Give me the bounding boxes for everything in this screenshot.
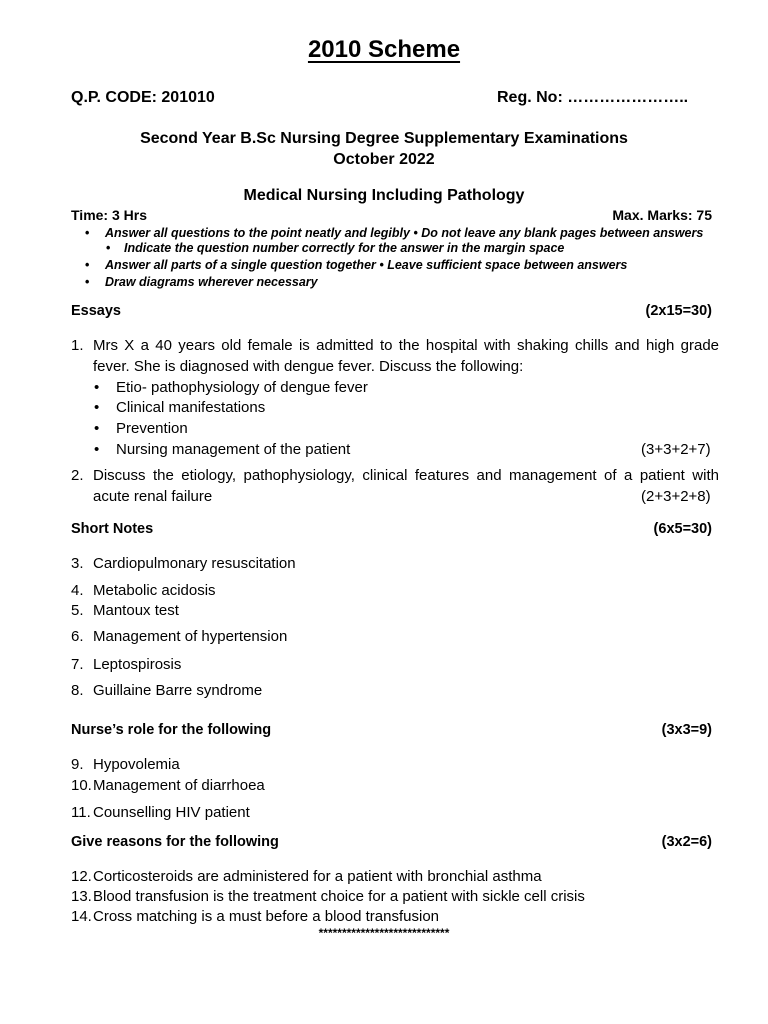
question-number: 6. (71, 628, 84, 645)
question-text: fever. She is diagnosed with dengue fever. Discuss the following: (93, 358, 524, 375)
question-text: Leptospirosis (93, 656, 182, 673)
section-marks-nurses-role: (3x3=9) (661, 722, 712, 738)
question-text: Cross matching is a must before a blood transfusion (93, 908, 440, 925)
question-text: Management of hypertension (93, 628, 288, 645)
end-marker: **************************** (318, 926, 450, 940)
question-text: acute renal failure (93, 488, 213, 505)
question-subitem: • Nursing management of the patient (116, 441, 350, 458)
section-heading-reasons: Give reasons for the following (71, 834, 279, 850)
question-number: 7. (71, 656, 84, 673)
question-subitem: • Clinical manifestations (116, 399, 265, 416)
section-heading-essays: Essays (71, 303, 121, 319)
question-number: 3. (71, 555, 84, 572)
question-text: Hypovolemia (93, 756, 180, 773)
section-marks-short-notes: (6x5=30) (653, 521, 712, 537)
question-text: Mrs X a 40 years old female is admitted to the hospital with shaking chills and high grade (93, 337, 719, 354)
instruction-item: • Answer all parts of a single question together • Leave sufficient space between answers (105, 258, 627, 272)
question-text: Guillaine Barre syndrome (93, 682, 263, 699)
section-heading-short-notes: Short Notes (71, 521, 154, 537)
question-number: 13. (71, 888, 92, 905)
scheme-title: 2010 Scheme (307, 36, 461, 63)
instruction-item: • Draw diagrams wherever necessary (105, 275, 318, 289)
subject-title: Medical Nursing Including Pathology (243, 187, 525, 204)
question-subitem: • Prevention (116, 420, 188, 437)
question-text: Metabolic acidosis (93, 582, 216, 599)
question-number: 1. (71, 337, 84, 354)
question-number: 8. (71, 682, 84, 699)
max-marks: Max. Marks: 75 (612, 207, 712, 223)
time-allowed: Time: 3 Hrs (71, 207, 147, 223)
question-text: Discuss the etiology, pathophysiology, clinical features and management of a patient with (93, 467, 719, 484)
instruction-item: • Answer all questions to the point neatly and legibly • Do not leave any blank pages between answers (105, 226, 703, 240)
instruction-item: • Indicate the question number correctly for the answer in the margin space (106, 241, 565, 255)
qp-code: Q.P. CODE: 201010 (71, 89, 215, 106)
question-number: 11. (71, 804, 91, 821)
question-text: Management of diarrhoea (93, 777, 265, 794)
question-number: 5. (71, 602, 84, 619)
exam-title: Second Year B.Sc Nursing Degree Supplementary Examinations (140, 130, 628, 147)
question-subitem: • Etio- pathophysiology of dengue fever (116, 379, 368, 396)
question-number: 9. (71, 756, 84, 773)
section-marks-essays: (2x15=30) (645, 303, 712, 319)
question-number: 4. (71, 582, 84, 599)
question-text: Cardiopulmonary resuscitation (93, 555, 296, 572)
section-marks-reasons: (3x2=6) (661, 834, 712, 850)
exam-date: October 2022 (333, 151, 435, 168)
question-number: 2. (71, 467, 84, 484)
question-number: 10. (71, 777, 92, 794)
question-marks: (3+3+2+7) (641, 441, 711, 458)
question-text: Mantoux test (93, 602, 179, 619)
section-heading-nurses-role: Nurse’s role for the following (71, 722, 272, 738)
question-marks: (2+3+2+8) (641, 488, 711, 505)
question-text: Corticosteroids are administered for a patient with bronchial asthma (93, 868, 542, 885)
question-number: 14. (71, 908, 92, 925)
question-text: Blood transfusion is the treatment choice for a patient with sickle cell crisis (93, 888, 585, 905)
question-text: Counselling HIV patient (93, 804, 250, 821)
reg-no: Reg. No: ………………….. (497, 89, 689, 106)
question-number: 12. (71, 868, 92, 885)
